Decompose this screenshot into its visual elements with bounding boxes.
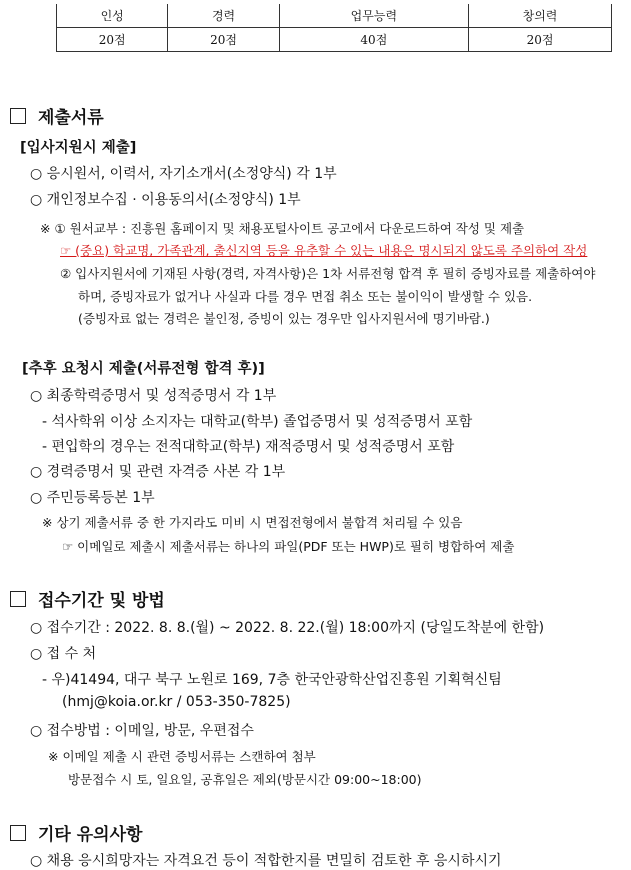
score-value: 20점 (57, 28, 168, 52)
doc-subitem: - 석사학위 이상 소지자는 대학교(학부) 졸업증명서 및 성적증명서 포함 (42, 414, 473, 430)
section-title: 제출서류 (38, 108, 104, 128)
address-line: - 우)41494, 대구 북구 노원로 169, 7층 한국안광학산업진흥원 기획혁신팀 (42, 672, 502, 688)
section-submission-heading (10, 586, 165, 611)
checkbox-square-icon (10, 108, 26, 124)
section-other-heading (10, 820, 142, 845)
score-header: 업무능력 (279, 4, 468, 28)
period-line: ○ 접수기간 : 2022. 8. 8.(월) ~ 2022. 8. 22.(월) 18:00까지 (당일도착분에 한함) (30, 620, 545, 636)
method-line: ○ 접수방법 : 이메일, 방문, 우편접수 (30, 723, 254, 739)
notice-line: ○ 채용 응시희망자는 자격요건 등이 적합한지를 면밀히 검토한 후 응시하시기 (30, 853, 502, 869)
section-title: 접수기간 및 방법 (38, 591, 165, 611)
note-line: (증빙자료 없는 경력은 불인정, 증빙이 있는 경우만 입사지원서에 명기바람.) (78, 311, 490, 326)
note-line: ※ 상기 제출서류 중 한 가지라도 미비 시 면접전형에서 불합격 처리될 수 있음 (42, 515, 463, 530)
score-header: 인성 (57, 4, 168, 28)
note-line: ※ ① 원서교부 : 진흥원 홈페이지 및 채용포털사이트 공고에서 다운로드하여 작성 및 제출 (40, 221, 525, 236)
note-line: 하며, 증빙자료가 없거나 사실과 다를 경우 면접 취소 또는 불이익이 발생할 수 있음. (78, 289, 533, 304)
note-line: ※ 이메일 제출 시 관련 증빙서류는 스캔하여 첨부 (48, 749, 316, 764)
doc-item: ○ 최종학력증명서 및 성적증명서 각 1부 (30, 388, 277, 404)
score-value: 20점 (168, 28, 279, 52)
place-label: ○ 접 수 처 (30, 646, 97, 662)
doc-subitem: - 편입학의 경우는 전적대학교(학부) 재적증명서 및 성적증명서 포함 (42, 439, 455, 455)
score-value: 40점 (279, 28, 468, 52)
score-header: 경력 (168, 4, 279, 28)
note-line: ☞ 이메일로 제출시 제출서류는 하나의 파일(PDF 또는 HWP)로 필히 병합하여 제출 (62, 539, 515, 554)
contact-line: (hmj@koia.or.kr / 053-350-7825) (62, 694, 291, 710)
doc-item: ○ 응시원서, 이력서, 자기소개서(소정양식) 각 1부 (30, 166, 337, 182)
checkbox-square-icon (10, 591, 26, 607)
section-title: 기타 유의사항 (38, 825, 143, 845)
score-table-value-row (57, 28, 612, 52)
note-line: 방문접수 시 토, 일요일, 공휴일은 제외(방문시간 09:00~18:00) (68, 772, 422, 787)
note-line: ② 입사지원서에 기재된 사항(경력, 자격사항)은 1차 서류전형 합격 후 필히 증빙자료를 제출하여야 (60, 266, 596, 281)
subheading-later: [추후 요청시 제출(서류전형 합격 후)] (22, 361, 265, 377)
score-table (56, 4, 612, 52)
score-header: 창의력 (469, 4, 612, 28)
subheading-apply: [입사지원시 제출] (20, 140, 137, 156)
warning-note: ☞ (중요) 학교명, 가족관계, 출신지역 등을 유추할 수 있는 내용은 명시되지 않도록 주의하여 작성 (60, 243, 588, 258)
score-value: 20점 (469, 28, 612, 52)
doc-item: ○ 주민등록등본 1부 (30, 490, 155, 506)
doc-item: ○ 경력증명서 및 관련 자격증 사본 각 1부 (30, 464, 286, 480)
score-table-header-row (57, 4, 612, 28)
checkbox-square-icon (10, 825, 26, 841)
section-documents-heading (10, 103, 104, 128)
doc-item: ○ 개인정보수집 · 이용동의서(소정양식) 1부 (30, 192, 301, 208)
